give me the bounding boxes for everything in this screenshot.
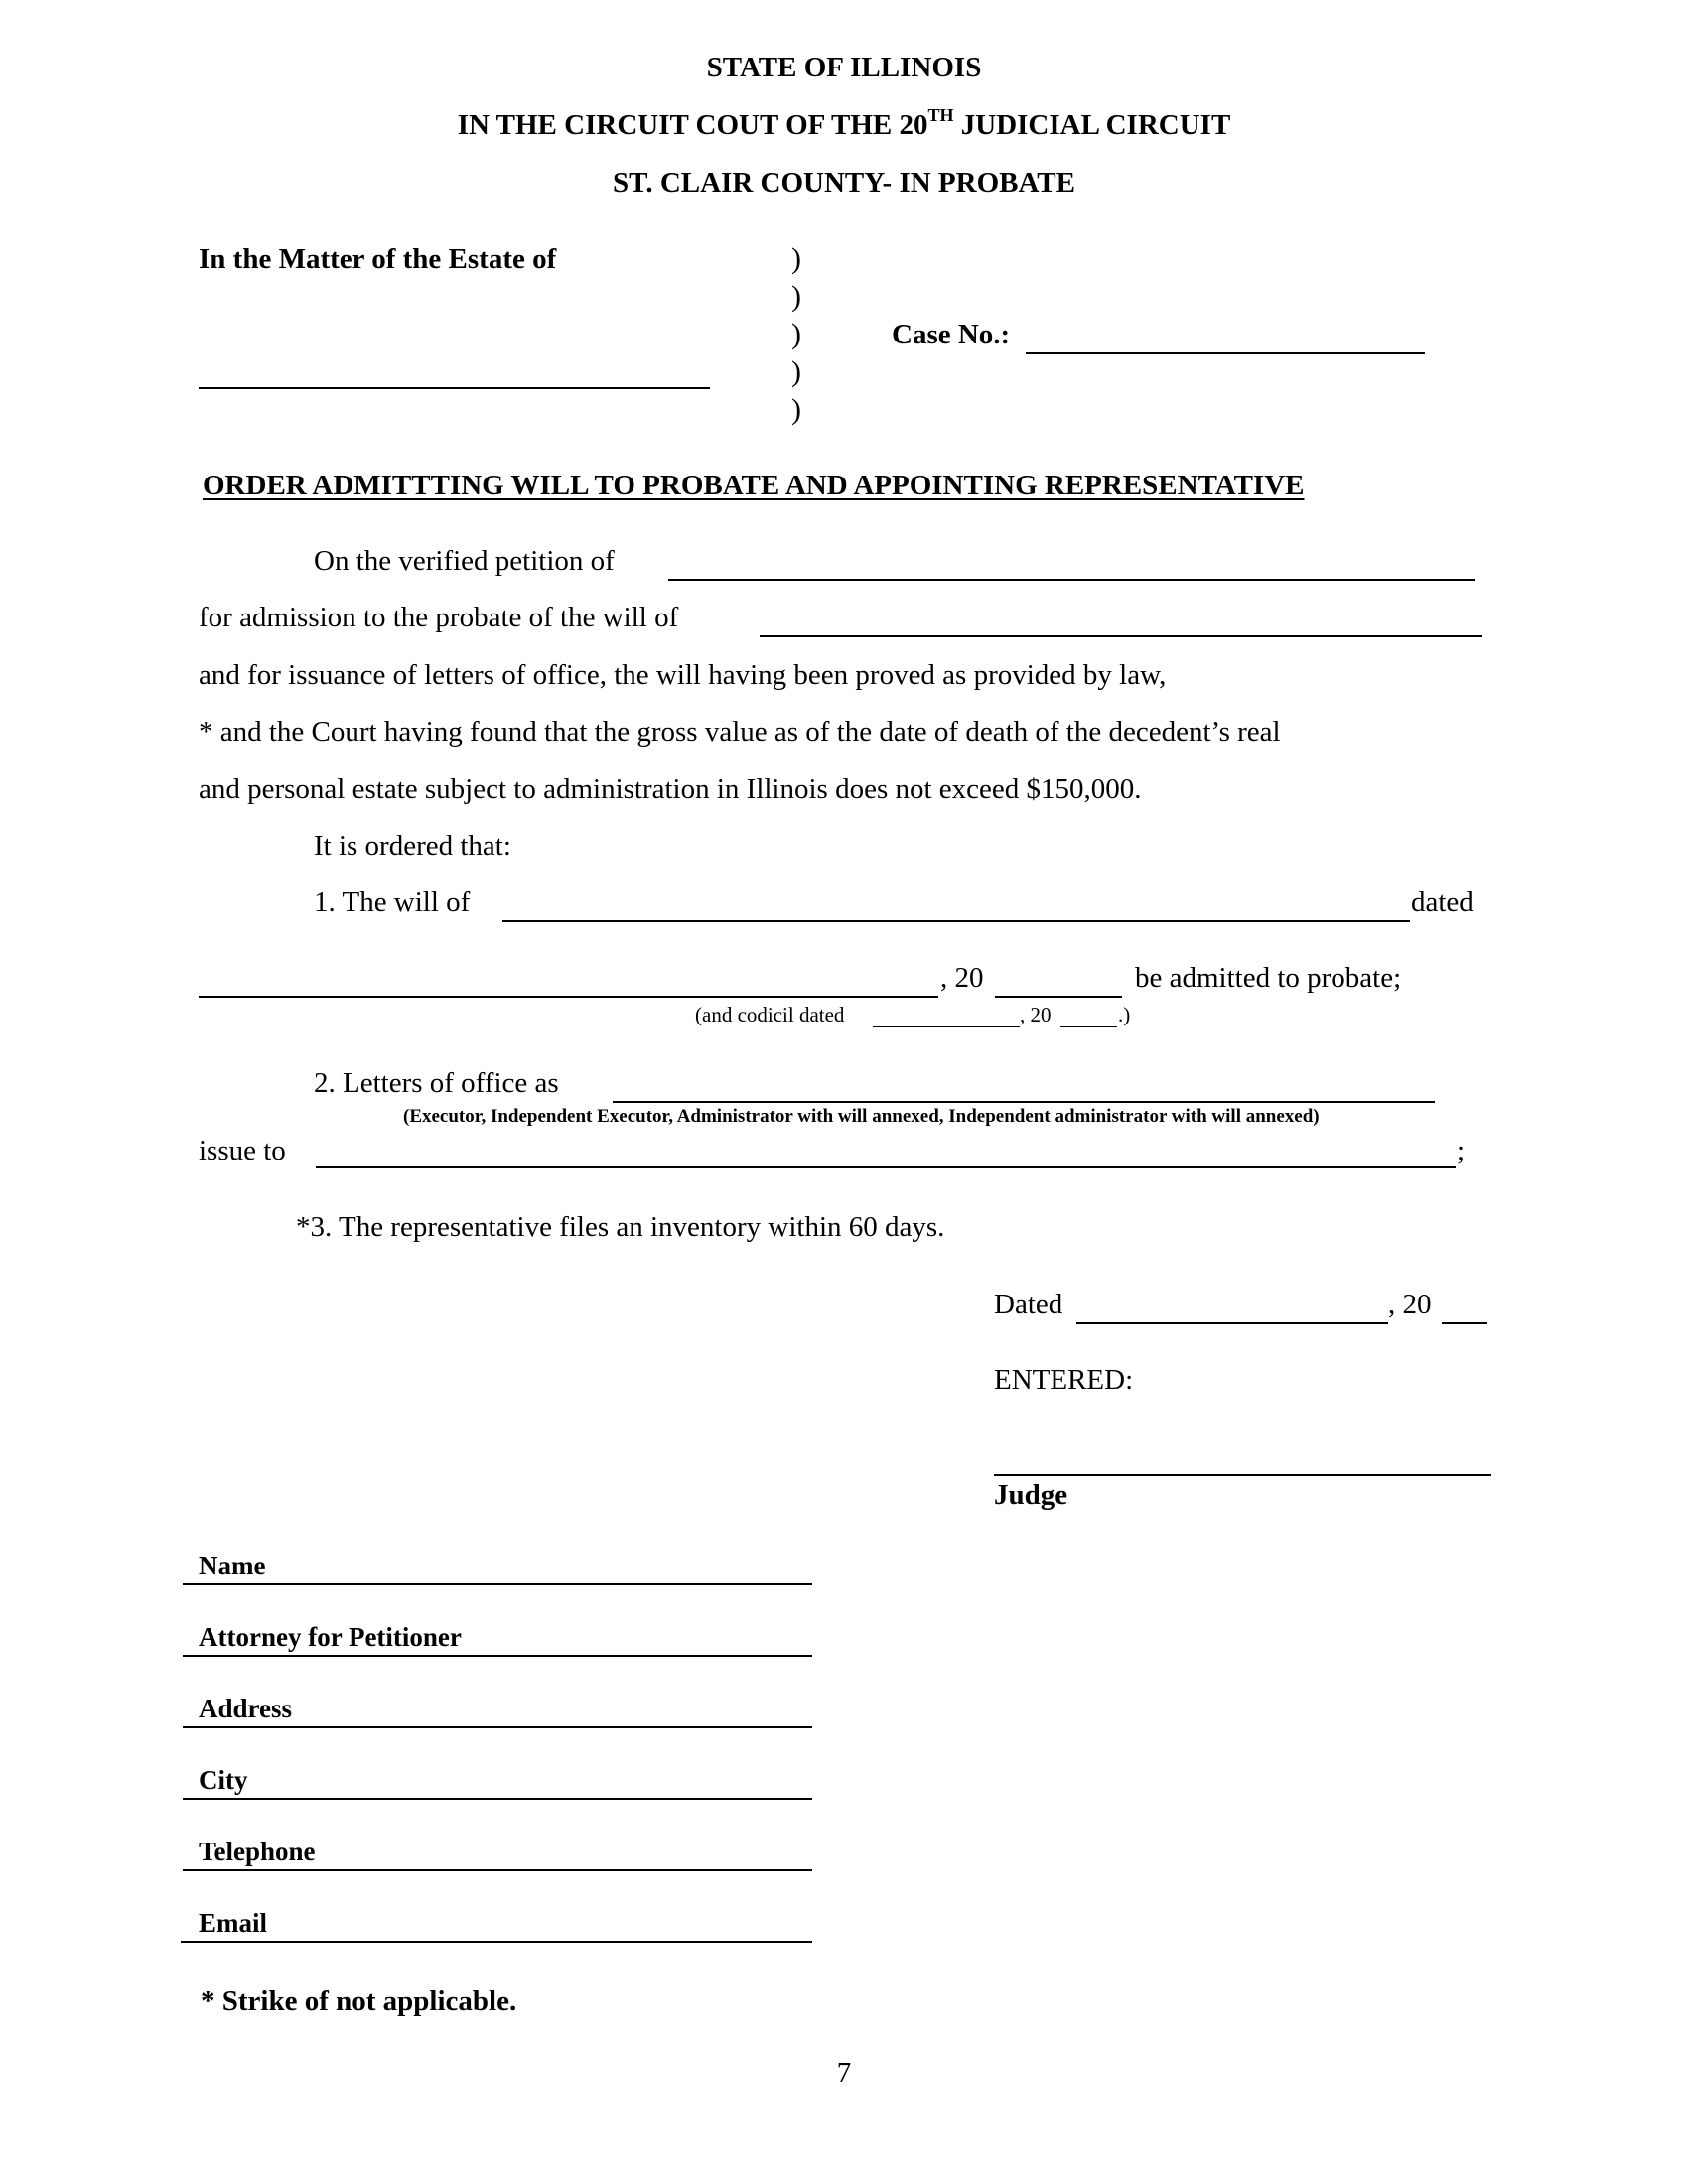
will-year-prefix: , 20 — [940, 962, 984, 994]
estate-label: In the Matter of the Estate of — [199, 243, 557, 275]
will-year-field[interactable] — [995, 996, 1122, 998]
ordered-text: It is ordered that: — [314, 830, 511, 862]
codicil-close: .) — [1118, 1003, 1131, 1026]
attorney-name-line[interactable] — [183, 1583, 812, 1585]
admission-lead: for admission to the probate of the will of — [199, 602, 679, 633]
attorney-telephone-label: Telephone — [199, 1837, 316, 1866]
judge-label: Judge — [994, 1479, 1068, 1511]
court-county-heading: ST. CLAIR COUNTY- IN PROBATE — [613, 167, 1075, 199]
caption-paren: ) — [791, 280, 801, 313]
item1-lead: 1. The will of — [314, 887, 471, 918]
item1-dated: dated — [1411, 887, 1474, 918]
petitioner-field[interactable] — [668, 579, 1475, 581]
attorney-city-label: City — [199, 1765, 248, 1795]
attorney-email-line[interactable] — [181, 1941, 812, 1943]
letters-type-hint: (Executor, Independent Executor, Administrator with will annexed, Independent administrator with will annexed) — [403, 1106, 1320, 1127]
caption-paren: ) — [791, 318, 801, 350]
estate-name-field[interactable] — [199, 387, 710, 389]
order-year-field[interactable] — [1442, 1322, 1487, 1324]
will-date-field[interactable] — [199, 996, 938, 998]
circuit-heading-post: JUDICIAL CIRCUIT — [953, 109, 1231, 141]
will-of-field[interactable] — [502, 920, 1410, 922]
judge-signature-line[interactable] — [994, 1474, 1491, 1476]
order-date-field[interactable] — [1076, 1322, 1388, 1324]
footnote: * Strike of not applicable. — [201, 1985, 517, 2017]
case-number-field[interactable] — [1026, 352, 1425, 354]
attorney-telephone-line[interactable] — [183, 1869, 812, 1871]
court-state-heading: STATE OF ILLINOIS — [706, 52, 982, 83]
letters-text: and for issuance of letters of office, the will having been proved as provided by law, — [199, 659, 1167, 691]
court-finding-text: * and the Court having found that the gross value as of the date of death of the decedent’s real — [199, 716, 1281, 748]
petition-lead: On the verified petition of — [314, 545, 615, 577]
codicil-year-field[interactable] — [1060, 1026, 1117, 1027]
caption-paren: ) — [791, 393, 801, 426]
caption-paren: ) — [791, 242, 801, 275]
dated-label: Dated — [994, 1289, 1063, 1320]
court-circuit-heading — [0, 105, 1688, 142]
page-number: 7 — [836, 2057, 852, 2089]
codicil-date-field[interactable] — [873, 1026, 1020, 1027]
issue-to-semicolon: ; — [1457, 1135, 1466, 1166]
attorney-address-label: Address — [199, 1694, 293, 1723]
attorney-email-label: Email — [199, 1908, 268, 1938]
order-year-prefix: , 20 — [1388, 1289, 1432, 1320]
attorney-address-line[interactable] — [183, 1726, 812, 1728]
codicil-lead: (and codicil dated — [695, 1003, 845, 1026]
letters-type-field[interactable] — [613, 1101, 1435, 1103]
caption-paren: ) — [791, 355, 801, 388]
item3-text: *3. The representative files an inventory within 60 days. — [296, 1211, 945, 1243]
admitted-text: be admitted to probate; — [1135, 962, 1402, 994]
entered-label: ENTERED: — [994, 1364, 1134, 1396]
circuit-heading-sup: TH — [927, 105, 954, 125]
case-number-label: Case No.: — [892, 319, 1011, 350]
attorney-role-line[interactable] — [183, 1655, 812, 1657]
testator-field[interactable] — [760, 635, 1482, 637]
order-title: ORDER ADMITTTING WILL TO PROBATE AND APPOINTING REPRESENTATIVE — [203, 470, 1305, 501]
circuit-heading-pre: IN THE CIRCUIT COUT OF THE 20 — [457, 109, 928, 141]
representative-field[interactable] — [316, 1166, 1456, 1168]
issue-to-label: issue to — [199, 1135, 286, 1166]
estate-value-text: and personal estate subject to administration in Illinois does not exceed $150,000. — [199, 773, 1142, 805]
attorney-role-label: Attorney for Petitioner — [199, 1622, 462, 1652]
attorney-city-line[interactable] — [183, 1798, 812, 1800]
item2-lead: 2. Letters of office as — [314, 1067, 559, 1099]
attorney-name-label: Name — [199, 1551, 266, 1580]
codicil-year-prefix: , 20 — [1020, 1003, 1052, 1026]
